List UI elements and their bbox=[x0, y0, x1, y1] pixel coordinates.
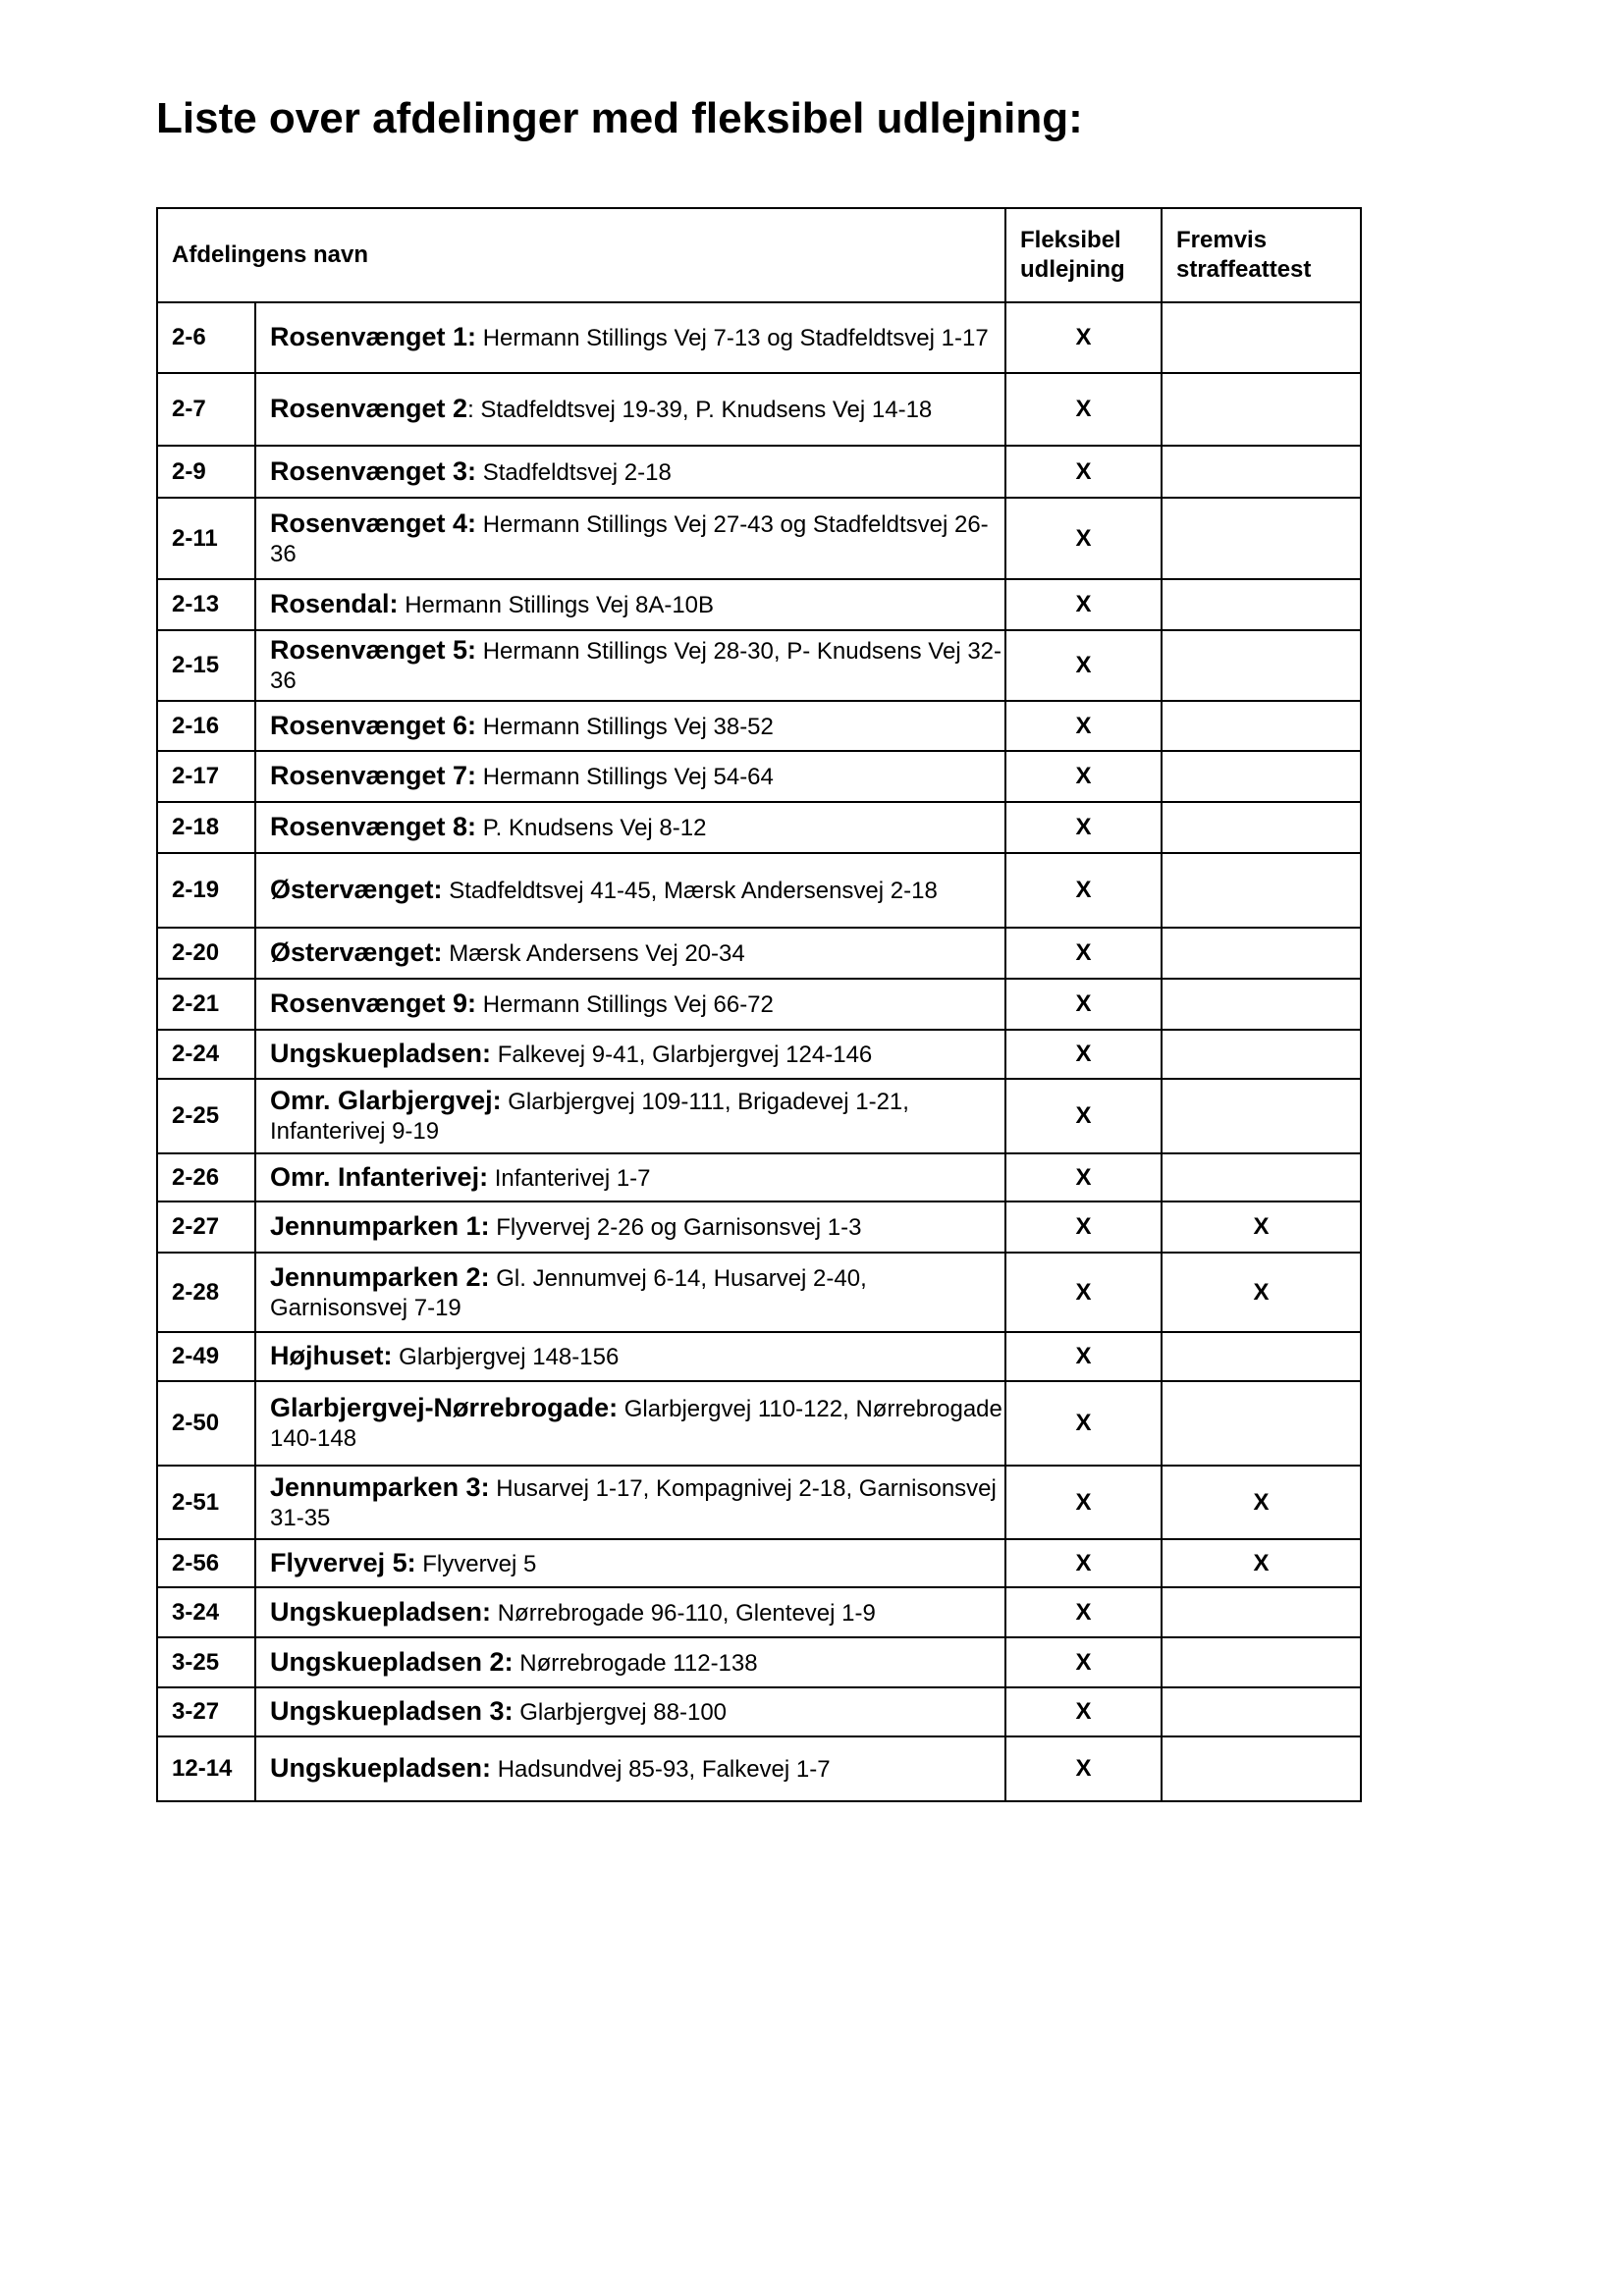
table-row bbox=[157, 1253, 1361, 1332]
department-address: : Stadfeldtsvej 19-39, P. Knudsens Vej 14-18 bbox=[467, 397, 933, 423]
department-name-cell bbox=[255, 1253, 1005, 1332]
criminal-record-mark bbox=[1162, 979, 1361, 1030]
flexible-rental-mark: X bbox=[1005, 1079, 1162, 1153]
flexible-rental-mark: X bbox=[1005, 302, 1162, 373]
flexible-rental-mark: X bbox=[1005, 853, 1162, 928]
table-row bbox=[157, 701, 1361, 751]
flexible-rental-mark: X bbox=[1005, 579, 1162, 630]
department-name: Jennumparken 2: bbox=[270, 1261, 490, 1292]
department-name-cell bbox=[255, 1539, 1005, 1587]
flexible-rental-mark: X bbox=[1005, 498, 1162, 579]
criminal-record-mark bbox=[1162, 1587, 1361, 1637]
department-name-cell bbox=[255, 853, 1005, 928]
table-row bbox=[157, 853, 1361, 928]
criminal-record-mark bbox=[1162, 928, 1361, 979]
table-row bbox=[157, 1637, 1361, 1687]
department-name: Rosenvænget 1: bbox=[270, 322, 477, 351]
flexible-rental-mark: X bbox=[1005, 1539, 1162, 1587]
department-name-cell bbox=[255, 373, 1005, 446]
flexible-rental-mark: X bbox=[1005, 630, 1162, 701]
department-name-cell bbox=[255, 1687, 1005, 1736]
department-address: Glarbjergvej 148-156 bbox=[399, 1344, 620, 1370]
department-number: 2-11 bbox=[157, 498, 255, 579]
department-name: Rosendal: bbox=[270, 589, 399, 618]
department-address: Hermann Stillings Vej 7-13 og Stadfeldtsvej 1-17 bbox=[482, 325, 989, 351]
department-name: Rosenvænget 3: bbox=[270, 455, 477, 486]
department-name-cell bbox=[255, 1201, 1005, 1253]
table-row bbox=[157, 802, 1361, 853]
department-number: 2-18 bbox=[157, 802, 255, 853]
department-name: Ungskuepladsen 2: bbox=[270, 1646, 514, 1677]
table-row bbox=[157, 979, 1361, 1030]
department-name-cell bbox=[255, 498, 1005, 579]
department-address: Infanterivej 1-7 bbox=[494, 1164, 651, 1192]
department-name-cell bbox=[255, 1030, 1005, 1079]
department-address: Flyvervej 2-26 og Garnisonsvej 1-3 bbox=[496, 1214, 862, 1241]
table-row bbox=[157, 1466, 1361, 1539]
criminal-record-mark bbox=[1162, 802, 1361, 853]
department-address: Hermann Stillings Vej 27-43 og Stadfeldtsvej 26-36 bbox=[270, 510, 989, 567]
department-name: Ungskuepladsen: bbox=[270, 1039, 492, 1068]
department-address: P. Knudsens Vej 8-12 bbox=[482, 815, 707, 841]
criminal-record-mark bbox=[1162, 1153, 1361, 1201]
department-name-cell bbox=[255, 630, 1005, 701]
department-number: 3-24 bbox=[157, 1587, 255, 1637]
table-row bbox=[157, 1381, 1361, 1466]
table-row bbox=[157, 1587, 1361, 1637]
criminal-record-mark bbox=[1162, 302, 1361, 373]
department-name: Rosenvænget 7: bbox=[270, 761, 477, 790]
department-address: Glarbjergvej 109-111, Brigadevej 1-21, Infanterivej 9-19 bbox=[270, 1089, 909, 1145]
flexible-rental-mark: X bbox=[1005, 373, 1162, 446]
department-number: 2-7 bbox=[157, 373, 255, 446]
department-name: Rosenvænget 5: bbox=[270, 635, 477, 665]
criminal-record-mark bbox=[1162, 1079, 1361, 1153]
department-number: 2-9 bbox=[157, 446, 255, 498]
department-name-cell bbox=[255, 701, 1005, 751]
table-row bbox=[157, 751, 1361, 802]
department-number: 2-15 bbox=[157, 630, 255, 701]
department-number: 2-24 bbox=[157, 1030, 255, 1079]
department-table bbox=[156, 207, 1362, 1802]
department-name-cell bbox=[255, 1736, 1005, 1801]
criminal-record-mark bbox=[1162, 1030, 1361, 1079]
department-name: Glarbjergvej-Nørrebrogade: bbox=[270, 1393, 619, 1422]
criminal-record-mark bbox=[1162, 446, 1361, 498]
page-title: Liste over afdelinger med fleksibel udlejning: bbox=[156, 94, 1083, 142]
criminal-record-mark bbox=[1162, 701, 1361, 751]
table-row bbox=[157, 1687, 1361, 1736]
criminal-record-mark bbox=[1162, 1381, 1361, 1466]
department-address: Stadfeldtsvej 2-18 bbox=[482, 458, 672, 486]
department-number: 2-6 bbox=[157, 302, 255, 373]
flexible-rental-mark: X bbox=[1005, 1332, 1162, 1381]
flexible-rental-mark: X bbox=[1005, 802, 1162, 853]
table-row bbox=[157, 1030, 1361, 1079]
department-number: 2-26 bbox=[157, 1153, 255, 1201]
flexible-rental-mark: X bbox=[1005, 1466, 1162, 1539]
department-name-cell bbox=[255, 1153, 1005, 1201]
department-name: Omr. Infanterivej: bbox=[270, 1161, 489, 1192]
department-address: Hermann Stillings Vej 66-72 bbox=[482, 991, 774, 1018]
department-address: Gl. Jennumvej 6-14, Husarvej 2-40, Garnisonsvej 7-19 bbox=[270, 1264, 867, 1321]
department-name-cell bbox=[255, 579, 1005, 630]
flexible-rental-mark: X bbox=[1005, 1637, 1162, 1687]
department-name-cell bbox=[255, 302, 1005, 373]
criminal-record-mark bbox=[1162, 373, 1361, 446]
criminal-record-mark bbox=[1162, 579, 1361, 630]
department-number: 2-28 bbox=[157, 1253, 255, 1332]
table-row bbox=[157, 1736, 1361, 1801]
header-department-name: Afdelingens navn bbox=[157, 208, 1005, 302]
flexible-rental-mark: X bbox=[1005, 1687, 1162, 1736]
department-number: 12-14 bbox=[157, 1736, 255, 1801]
criminal-record-mark: X bbox=[1162, 1253, 1361, 1332]
flexible-rental-mark: X bbox=[1005, 446, 1162, 498]
department-address: Stadfeldtsvej 41-45, Mærsk Andersensvej 2-18 bbox=[449, 878, 938, 904]
department-name: Rosenvænget 4: bbox=[270, 507, 477, 538]
department-name: Østervænget: bbox=[270, 937, 443, 967]
department-name: Højhuset: bbox=[270, 1341, 393, 1370]
table-row bbox=[157, 373, 1361, 446]
department-address: Glarbjergvej 88-100 bbox=[519, 1699, 728, 1726]
criminal-record-mark bbox=[1162, 498, 1361, 579]
criminal-record-mark bbox=[1162, 853, 1361, 928]
flexible-rental-mark: X bbox=[1005, 1030, 1162, 1079]
department-address: Falkevej 9-41, Glarbjergvej 124-146 bbox=[497, 1041, 873, 1068]
criminal-record-mark: X bbox=[1162, 1466, 1361, 1539]
table-row bbox=[157, 928, 1361, 979]
header-flexible-rental-line2: udlejning bbox=[1020, 256, 1125, 283]
department-number: 2-27 bbox=[157, 1201, 255, 1253]
criminal-record-mark: X bbox=[1162, 1539, 1361, 1587]
table-row bbox=[157, 1539, 1361, 1587]
flexible-rental-mark: X bbox=[1005, 1381, 1162, 1466]
department-number: 2-25 bbox=[157, 1079, 255, 1153]
department-name-cell bbox=[255, 446, 1005, 498]
department-address: Hadsundvej 85-93, Falkevej 1-7 bbox=[497, 1756, 831, 1783]
table-row bbox=[157, 446, 1361, 498]
department-name-cell bbox=[255, 928, 1005, 979]
department-name: Rosenvænget 6: bbox=[270, 710, 477, 740]
department-name: Ungskuepladsen: bbox=[270, 1596, 492, 1627]
department-address: Nørrebrogade 112-138 bbox=[519, 1649, 758, 1677]
criminal-record-mark bbox=[1162, 1637, 1361, 1687]
department-address: Hermann Stillings Vej 54-64 bbox=[482, 764, 774, 790]
department-name-cell bbox=[255, 1466, 1005, 1539]
department-name: Jennumparken 3: bbox=[270, 1471, 490, 1502]
department-number: 2-17 bbox=[157, 751, 255, 802]
department-name-cell bbox=[255, 1332, 1005, 1381]
department-name: Rosenvænget 2 bbox=[270, 394, 468, 423]
department-address: Hermann Stillings Vej 8A-10B bbox=[405, 592, 715, 618]
criminal-record-mark bbox=[1162, 751, 1361, 802]
flexible-rental-mark: X bbox=[1005, 751, 1162, 802]
department-table-body bbox=[157, 208, 1361, 1801]
table-row bbox=[157, 579, 1361, 630]
department-address: Hermann Stillings Vej 28-30, P- Knudsens Vej 32-36 bbox=[270, 638, 1002, 694]
department-number: 3-27 bbox=[157, 1687, 255, 1736]
department-address: Nørrebrogade 96-110, Glentevej 1-9 bbox=[497, 1599, 876, 1627]
department-address: Flyvervej 5 bbox=[422, 1550, 537, 1577]
department-name: Rosenvænget 8: bbox=[270, 812, 477, 841]
flexible-rental-mark: X bbox=[1005, 1201, 1162, 1253]
department-name-cell bbox=[255, 1079, 1005, 1153]
flexible-rental-mark: X bbox=[1005, 1253, 1162, 1332]
header-criminal-record-line2: straffeattest bbox=[1176, 256, 1312, 283]
department-number: 2-50 bbox=[157, 1381, 255, 1466]
header-flexible-rental bbox=[1005, 208, 1162, 302]
department-address: Glarbjergvej 110-122, Nørrebrogade 140-148 bbox=[270, 1396, 1002, 1452]
table-row bbox=[157, 498, 1361, 579]
department-name: Rosenvænget 9: bbox=[270, 988, 477, 1018]
header-flexible-rental-line1: Fleksibel bbox=[1020, 227, 1121, 253]
department-name: Omr. Glarbjergvej: bbox=[270, 1086, 502, 1115]
department-address: Hermann Stillings Vej 38-52 bbox=[482, 713, 774, 740]
header-criminal-record bbox=[1162, 208, 1361, 302]
department-name-cell bbox=[255, 1381, 1005, 1466]
department-number: 2-16 bbox=[157, 701, 255, 751]
flexible-rental-mark: X bbox=[1005, 979, 1162, 1030]
table-row bbox=[157, 1201, 1361, 1253]
flexible-rental-mark: X bbox=[1005, 701, 1162, 751]
department-number: 2-20 bbox=[157, 928, 255, 979]
criminal-record-mark bbox=[1162, 630, 1361, 701]
flexible-rental-mark: X bbox=[1005, 928, 1162, 979]
criminal-record-mark bbox=[1162, 1736, 1361, 1801]
department-name: Ungskuepladsen: bbox=[270, 1753, 492, 1783]
department-name: Flyvervej 5: bbox=[270, 1547, 416, 1577]
department-number: 2-49 bbox=[157, 1332, 255, 1381]
flexible-rental-mark: X bbox=[1005, 1736, 1162, 1801]
department-name-cell bbox=[255, 751, 1005, 802]
department-name-cell bbox=[255, 802, 1005, 853]
department-number: 2-13 bbox=[157, 579, 255, 630]
table-header-row bbox=[157, 208, 1361, 302]
department-name-cell bbox=[255, 1587, 1005, 1637]
department-name-cell bbox=[255, 979, 1005, 1030]
department-number: 2-19 bbox=[157, 853, 255, 928]
flexible-rental-mark: X bbox=[1005, 1587, 1162, 1637]
department-name: Jennumparken 1: bbox=[270, 1211, 490, 1241]
department-address: Husarvej 1-17, Kompagnivej 2-18, Garnisonsvej 31-35 bbox=[270, 1474, 997, 1531]
department-name-cell bbox=[255, 1637, 1005, 1687]
department-name: Østervænget: bbox=[270, 875, 443, 904]
criminal-record-mark bbox=[1162, 1687, 1361, 1736]
department-number: 3-25 bbox=[157, 1637, 255, 1687]
table-row bbox=[157, 302, 1361, 373]
department-number: 2-56 bbox=[157, 1539, 255, 1587]
department-number: 2-21 bbox=[157, 979, 255, 1030]
criminal-record-mark: X bbox=[1162, 1201, 1361, 1253]
table-row bbox=[157, 1079, 1361, 1153]
department-address: Mærsk Andersens Vej 20-34 bbox=[449, 940, 745, 967]
department-number: 2-51 bbox=[157, 1466, 255, 1539]
table-row bbox=[157, 1332, 1361, 1381]
flexible-rental-mark: X bbox=[1005, 1153, 1162, 1201]
table-row bbox=[157, 630, 1361, 701]
department-name: Ungskuepladsen 3: bbox=[270, 1696, 514, 1726]
criminal-record-mark bbox=[1162, 1332, 1361, 1381]
header-criminal-record-line1: Fremvis bbox=[1176, 227, 1268, 253]
table-row bbox=[157, 1153, 1361, 1201]
